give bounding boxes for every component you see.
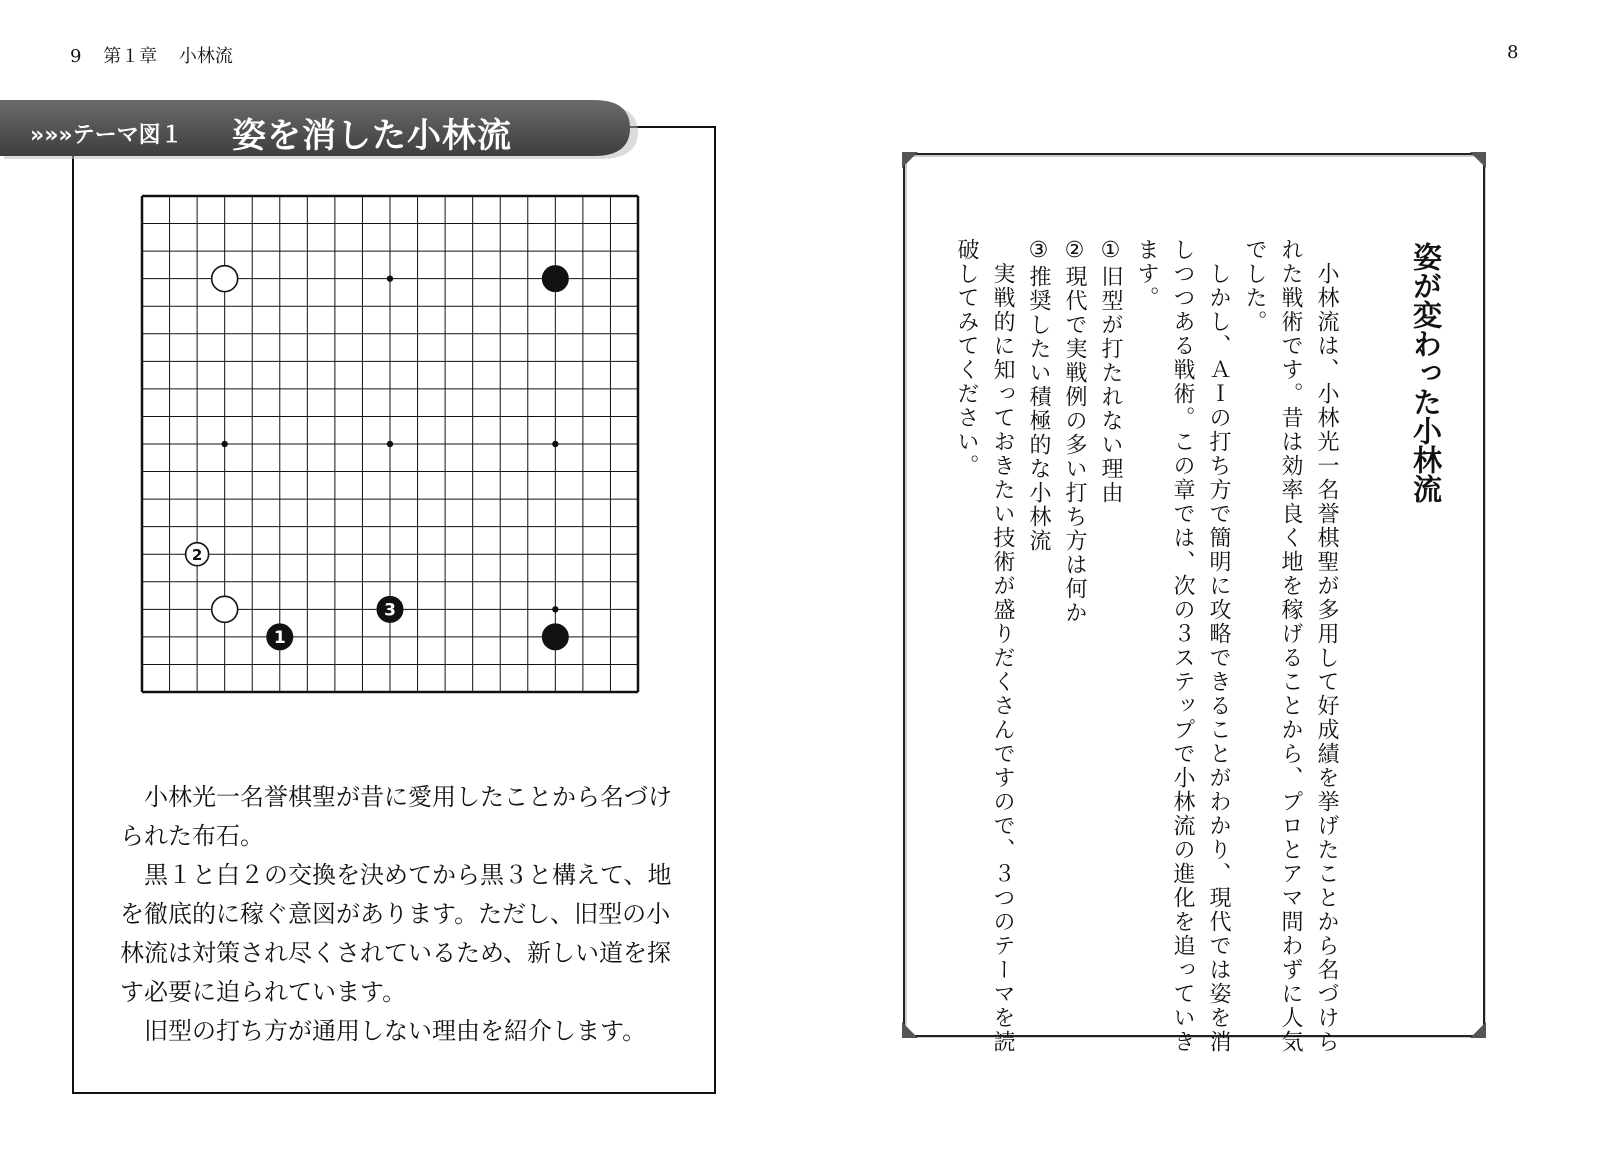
stone-label: 2 [191,546,203,565]
list-item: ①旧型が打たれない理由 [1098,238,1123,505]
description-paragraph: 小林光一名誉棋聖が昔に愛用したことから名づけられた布石。 [120,783,672,850]
page-number-left: 9 [70,46,82,67]
description-paragraph: 黒１と白２の交換を決めてから黒３と構えて、地を徹底的に稼ぐ意図があります。ただし、旧型の小林流は対策され尽くされているため、新しい道を探す必要に迫られています。 [120,861,672,1006]
theme-label: »»»テーマ図１ [30,123,183,148]
theme-title: 姿を消した小林流 [232,116,512,156]
star-point [552,441,558,447]
star-point [221,441,227,447]
intro-paragraph: 小林流は、小林光一名誉棋聖が多用して好成績を挙げたことから名づけられた戦術です。昔は効率良く地を稼げることから、プロとアマ問わずに人気でした。 [1242,238,1339,1054]
intro-body [948,238,1344,1058]
page-number-right: 8 [1507,42,1519,63]
theme-description [120,778,680,1051]
go-board [140,194,640,694]
intro-paragraph: 実戦的に知っておきたい技術が盛りだくさんですので、３つのテーマを読破してみてください。 [954,238,1015,1054]
white-stone [212,596,238,622]
stone-label: 3 [384,600,396,621]
intro-heading: 姿が変わった小林流 [1409,242,1443,503]
stone-label: 1 [273,627,286,648]
steps-list [1020,238,1128,1058]
star-point [387,275,393,281]
intro-paragraph: しかし、ＡＩの打ち方で簡明に攻略できることがわかり、現代では姿を消しつつある戦術。この章では、次の３ステップで小林流の進化を追っていきます。 [1134,238,1231,1054]
white-stone [212,266,238,292]
chapter-title: 小林流 [178,46,233,67]
star-point [387,441,393,447]
list-item: ③推奨したい積極的な小林流 [1026,238,1051,553]
chapter-label: 第１章 [103,46,158,67]
running-header [70,42,249,68]
description-paragraph: 旧型の打ち方が通用しない理由を紹介します。 [120,1017,647,1045]
star-point [552,606,558,612]
black-stone [542,624,568,650]
black-stone [542,266,568,292]
list-item: ②現代で実戦例の多い打ち方は何か [1062,238,1087,625]
